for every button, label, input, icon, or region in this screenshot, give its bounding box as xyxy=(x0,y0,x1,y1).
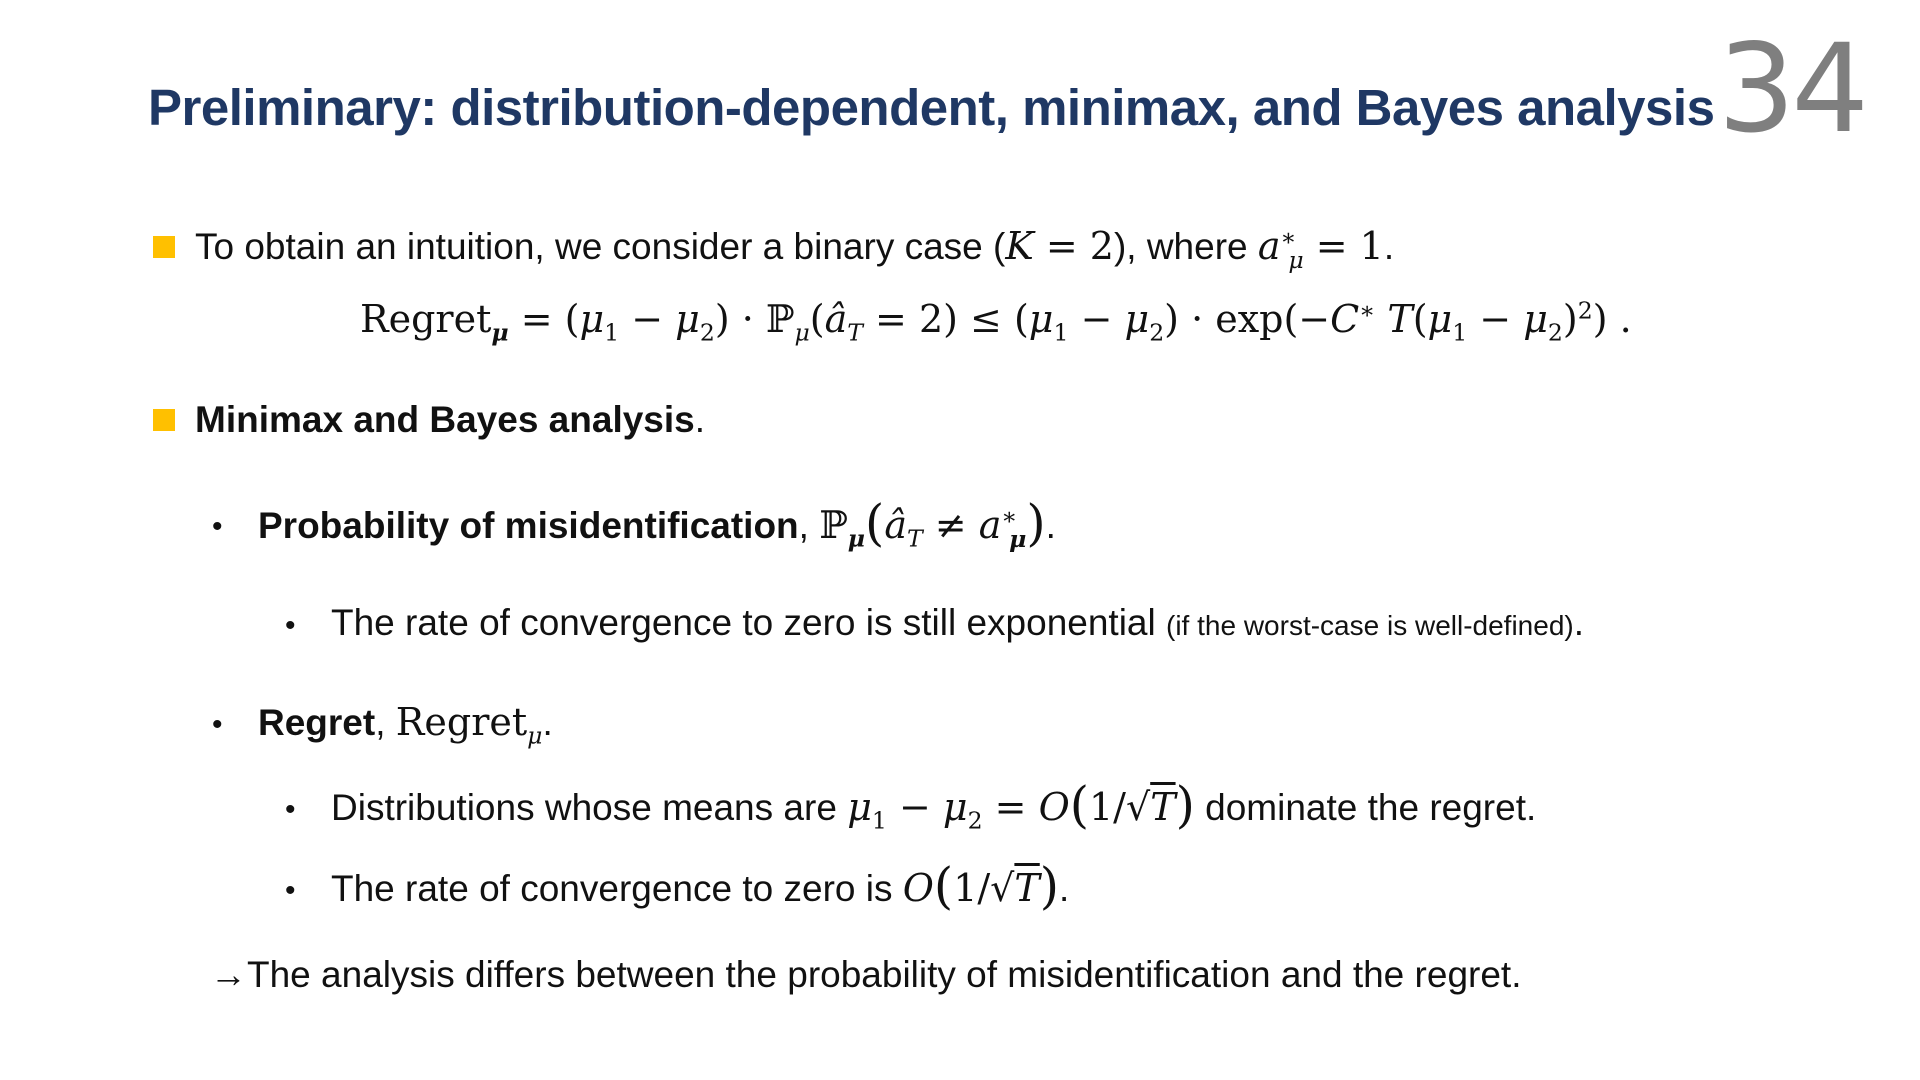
sub-bullet-exponential-rate xyxy=(331,601,1584,645)
bullet-intuition-text-end: . xyxy=(1383,226,1395,267)
dot-bullet-icon: • xyxy=(212,510,223,543)
exponential-rate-tail: . xyxy=(1573,602,1584,643)
math-regret: Regret$_\mu$ xyxy=(395,700,543,750)
misidentification-tail: . xyxy=(1045,505,1056,546)
bullet-intuition-text-before: To obtain an intuition, we consider a binary case ( xyxy=(195,226,1006,267)
minimax-bayes-tail: . xyxy=(694,399,706,440)
slide-title: Preliminary: distribution-dependent, minimax, and Bayes analysis xyxy=(148,79,1715,136)
math-rate: O(1/√T) xyxy=(902,857,1060,915)
math-mean-gap: $\mu_1 - \mu_2 = O(1/√T)$ xyxy=(847,776,1195,835)
conclusion-text: The analysis differs between the probability of misidentification and the regret. xyxy=(247,954,1522,995)
sub-bullet-regret xyxy=(258,700,553,750)
dot-bullet-icon: • xyxy=(285,793,296,826)
dot-bullet-icon: • xyxy=(285,874,296,907)
regret-tail: . xyxy=(542,702,553,743)
regret-sep: , xyxy=(375,702,396,743)
exponential-rate-text: The rate of convergence to zero is still exponential xyxy=(331,602,1167,643)
slide-number: 34 xyxy=(1717,18,1865,160)
math-a-star: $a^∗_\mu = 1$ xyxy=(1257,223,1384,274)
regret-heading: Regret xyxy=(258,702,376,743)
square-bullet-icon xyxy=(153,236,175,258)
regret-equation: Regret$_\mu$ = $(\mu_1 - \mu_2)$ · $ℙ_\mu(â_T = 2) \le (\mu_1 - \mu_2) \cdot \exp(-C^∗$ $T(\mu_1 - \mu_2)^2$) . xyxy=(360,296,1632,347)
square-bullet-icon xyxy=(153,409,175,431)
math-prob-misidentification: $ℙ_\mu(â_T \ne a^∗_\mu)$ xyxy=(819,494,1046,553)
sub-bullet-misidentification xyxy=(258,494,1056,553)
sub-bullet-regret-rate xyxy=(331,857,1070,915)
dot-bullet-icon: • xyxy=(285,609,296,642)
distributions-text-before: Distributions whose means are xyxy=(331,787,848,828)
dot-bullet-icon: • xyxy=(212,708,223,741)
bullet-intuition xyxy=(195,223,1395,274)
regret-rate-text: The rate of convergence to zero is xyxy=(331,868,903,909)
minimax-bayes-heading: Minimax and Bayes analysis xyxy=(195,399,695,440)
sub-bullet-distributions xyxy=(331,776,1537,835)
regret-rate-tail: . xyxy=(1059,868,1070,909)
bullet-intuition-text-mid: ), where xyxy=(1113,226,1258,267)
arrow-icon: → xyxy=(210,954,247,995)
conclusion-line xyxy=(210,953,1521,997)
bullet-minimax-bayes xyxy=(195,398,705,442)
misidentification-heading: Probability of misidentification xyxy=(258,505,799,546)
exponential-rate-note: (if the worst-case is well-defined) xyxy=(1166,610,1574,641)
misidentification-sep: , xyxy=(798,505,820,546)
math-k-equals-2: K = 2 xyxy=(1005,224,1114,268)
distributions-text-after: dominate the regret. xyxy=(1194,787,1537,828)
